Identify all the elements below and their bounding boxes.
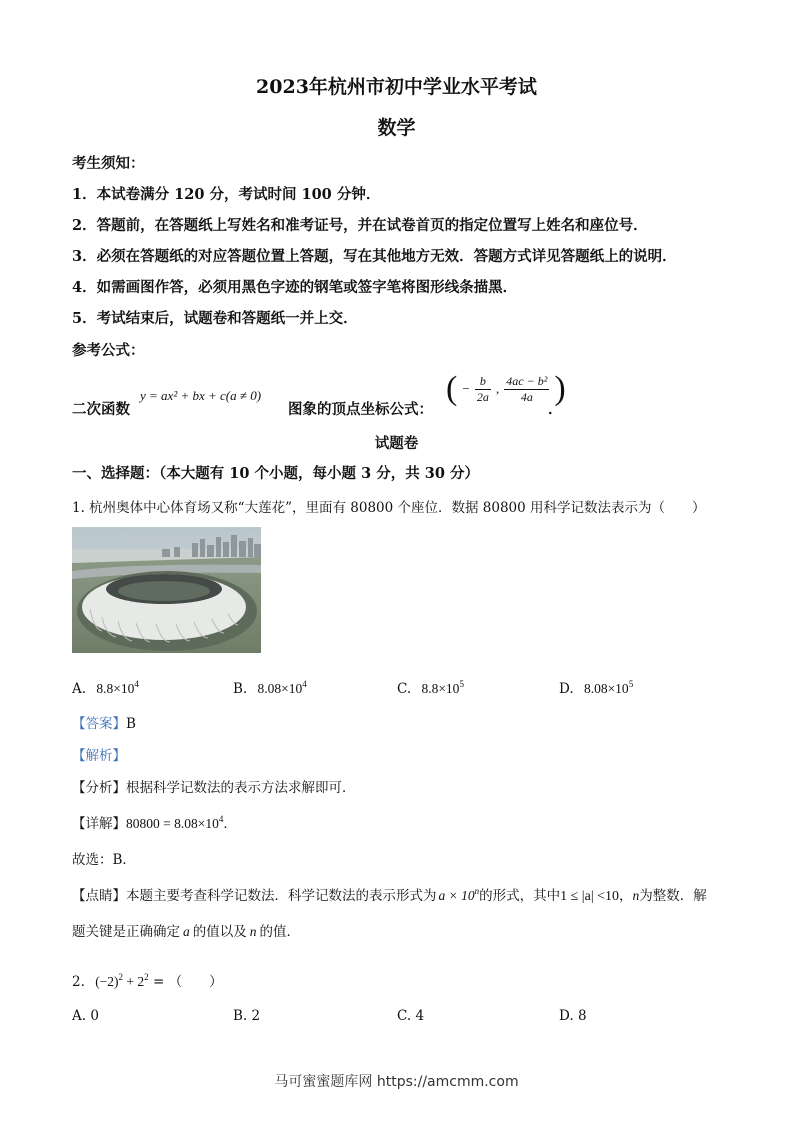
- vertex-y-fraction: $\frac{\text{4ac − b²}}{4a}$: [506, 373, 548, 404]
- q1-option-d: D. $8.08\times 10^5$: [559, 679, 634, 697]
- q1-option-b: B. $8.08\times 10^4$: [233, 679, 307, 697]
- analysis-detail: 【详解】$80800 = 8.08\times 10^4$．: [72, 814, 237, 832]
- q2-option-b: B. 2: [233, 1008, 261, 1024]
- notice-item: 3．必须在答题纸的对应答题位置上答题，写在其他地方无效．答题方式详见答题纸上的说明．: [72, 248, 677, 265]
- section-heading: 一、选择题：（本大题有 10 个小题，每小题 3 分，共 30 分）: [72, 465, 479, 482]
- notice-item: 4．如需画图作答，必须用黑色字迹的钢笔或签字笔将图形线条描黑．: [72, 279, 518, 296]
- question-1-stem: 1. 杭州奥体中心体育场又称“大莲花”，里面有 80800 个座位．数据 80800 用科学记数法表示为（ ）: [72, 500, 706, 516]
- page-title: 2023年杭州市初中学业水平考试: [256, 76, 537, 98]
- stadium-photo: [72, 527, 261, 653]
- footer-watermark[interactable]: 马可蜜蜜题库网 https://amcmm.com: [274, 1074, 519, 1090]
- notice-item: 1．本试卷满分 120 分，考试时间 100 分钟．: [72, 186, 381, 203]
- subject-title: 数学: [377, 117, 416, 139]
- vertex-formula: ( − $\frac{b}{2a}$ , $\frac{\text{4ac − b²}}{4a}$ ): [446, 370, 566, 407]
- formula-prefix: 二次函数: [72, 401, 130, 418]
- q1-option-a: A. $8.8\times 10^4$: [72, 679, 139, 697]
- q1-option-c: C. $8.8\times 10^5$: [397, 679, 464, 697]
- comment-line-2: 题关键是正确确定 a 的值以及 n 的值．: [72, 924, 300, 940]
- analysis-fenxi: 【分析】根据科学记数法的表示方法求解即可．: [72, 780, 356, 796]
- notice-item: 2．答题前，在答题纸上写姓名和准考证号，并在试卷首页的指定位置写上姓名和座位号．: [72, 217, 648, 234]
- function-expression: y = ax² + bx + c(a ≠ 0): [140, 388, 262, 403]
- vertex-x-fraction: $\frac{b}{2a}$: [476, 373, 489, 404]
- q2-option-c: C. 4: [397, 1008, 425, 1024]
- notice-heading: 考生须知：: [72, 155, 145, 172]
- formula-heading: 参考公式：: [72, 342, 145, 359]
- answer-line: [72, 712, 136, 732]
- comment-line-1: 【点睛】本题主要考查科学记数法．科学记数法的表示形式为 $a \times 10^n$的形式，其中1 ≤ |a| <10，n为整数．解: [72, 886, 707, 904]
- q2-option-a: A. 0: [72, 1008, 99, 1024]
- formula-middle: 图象的顶点坐标公式：: [288, 401, 433, 418]
- paper-label: 试题卷: [374, 435, 419, 452]
- answer-tag: 【答案】: [72, 716, 126, 732]
- answer-value: B: [126, 716, 136, 732]
- notice-item: 5．考试结束后，试题卷和答题纸一并上交．: [72, 310, 358, 327]
- formula-suffix: ．: [548, 401, 563, 418]
- analysis-tag: 【解析】: [72, 748, 126, 764]
- question-2-stem: 2. $(-2)^2 + 2^2$ = （ ）: [72, 972, 223, 990]
- choose-line: 故选：B．: [72, 852, 136, 868]
- q2-option-d: D. 8: [559, 1008, 587, 1024]
